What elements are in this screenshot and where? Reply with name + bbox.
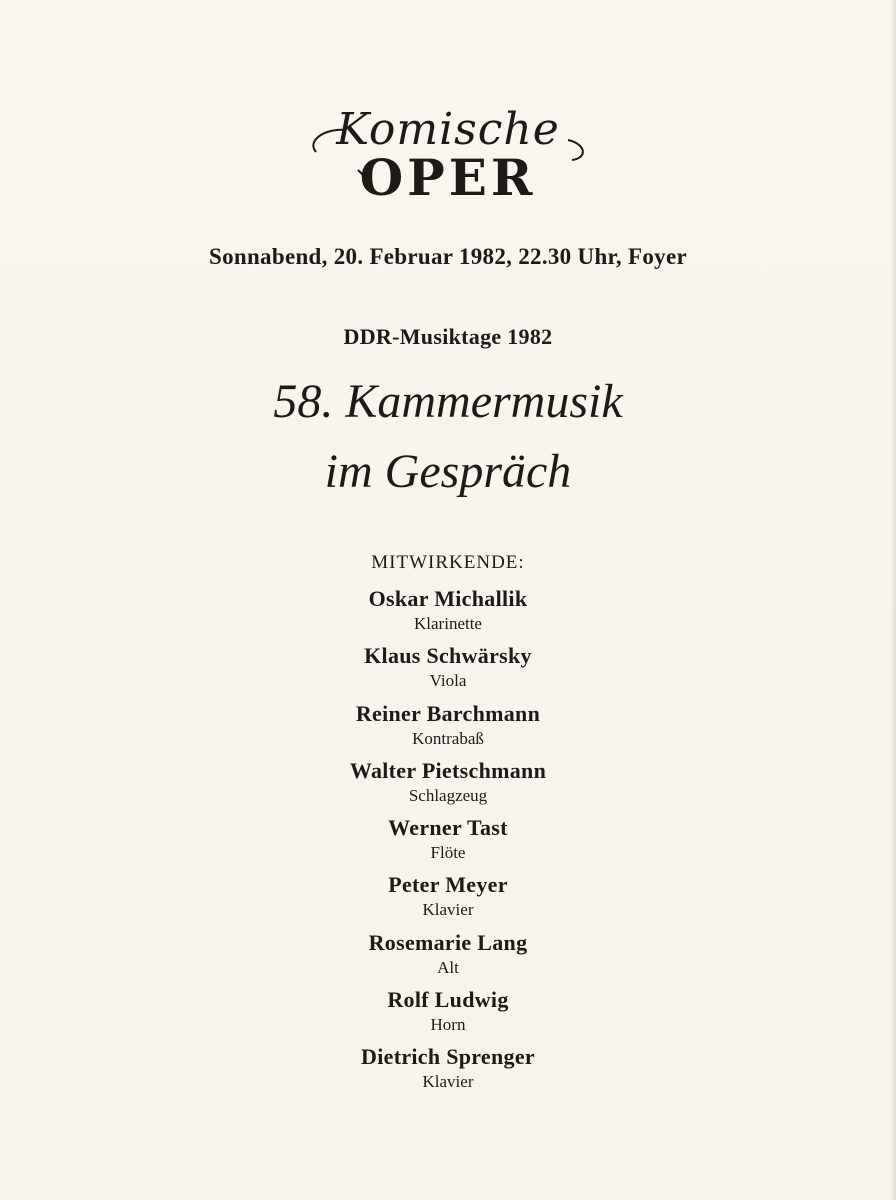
logo-oper-text: OPER bbox=[359, 148, 537, 207]
cast-member bbox=[0, 929, 896, 986]
logo-script-text: Komische bbox=[336, 104, 560, 155]
cast-member-name: Oskar Michallik bbox=[368, 586, 528, 611]
cast-member-role: Kontrabaß bbox=[412, 728, 484, 748]
cast-member-name: Dietrich Sprenger bbox=[361, 1044, 535, 1070]
cast-member bbox=[0, 986, 896, 1043]
cast-member-name: Rolf Ludwig bbox=[387, 987, 509, 1013]
cast-member bbox=[0, 585, 896, 642]
cast-list bbox=[0, 585, 896, 1101]
cast-member-role: Alt bbox=[437, 957, 459, 977]
cast-member-name: Werner Tast bbox=[388, 815, 508, 841]
cast-member bbox=[0, 814, 896, 871]
event-title-line2: im Gespräch bbox=[324, 445, 572, 498]
cast-member-role: Horn bbox=[430, 1015, 466, 1035]
event-title-line1: 58. Kammermusik bbox=[273, 375, 623, 428]
cast-member bbox=[0, 757, 896, 814]
cast-member bbox=[0, 700, 896, 757]
cast-member-role: Viola bbox=[429, 671, 467, 691]
cast-member-role: Klavier bbox=[422, 900, 474, 920]
cast-member-name: Rosemarie Lang bbox=[368, 929, 528, 955]
cast-member-role: Flöte bbox=[430, 843, 466, 863]
cast-member bbox=[0, 1043, 896, 1100]
event-date-line: Sonnabend, 20. Februar 1982, 22.30 Uhr, Foyer bbox=[208, 244, 687, 269]
cast-member-name: Reiner Barchmann bbox=[355, 700, 541, 726]
cast-member-name: Klaus Schwärsky bbox=[364, 643, 532, 669]
cast-member-role: Schlagzeug bbox=[408, 785, 488, 805]
cast-member-name: Peter Meyer bbox=[388, 872, 508, 898]
cast-member-name: Walter Pietschmann bbox=[349, 757, 547, 783]
cast-member bbox=[0, 871, 896, 928]
cast-member-role: Klarinette bbox=[414, 614, 482, 633]
cast-member-role: Klavier bbox=[422, 1072, 474, 1092]
cast-header: MITWIRKENDE: bbox=[371, 552, 525, 573]
cast-member bbox=[0, 642, 896, 699]
komische-oper-logo bbox=[306, 100, 590, 210]
festival-name: DDR-Musiktage 1982 bbox=[343, 324, 553, 349]
